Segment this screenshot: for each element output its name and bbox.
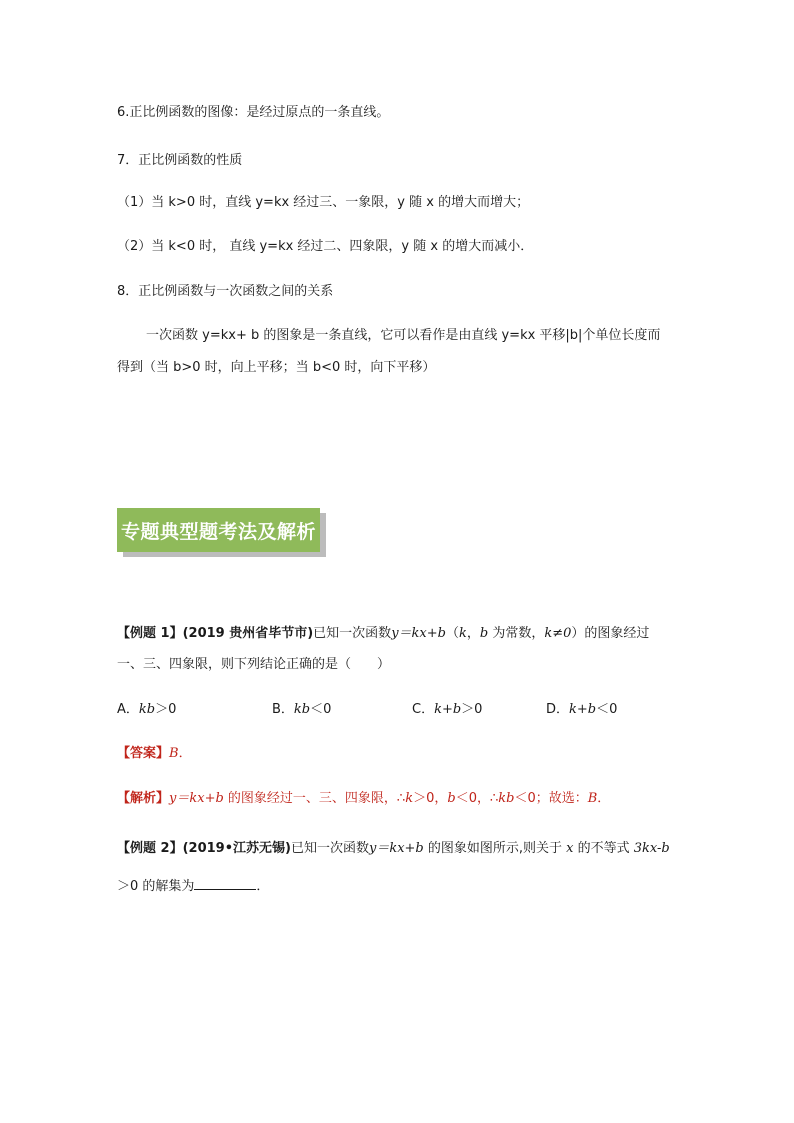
answer-end: ． (178, 746, 192, 761)
example2-tag: 【例题 2】 (117, 841, 183, 856)
relation-paragraph-line2: 得到（当 b>0 时，向上平移；当 b<0 时，向下平移） (117, 360, 436, 375)
option-label: A． (117, 702, 139, 717)
example1-analysis (117, 790, 610, 808)
option-expr: kb (293, 702, 311, 717)
example1-text: ， (466, 626, 480, 641)
analysis-text: ＜0；故选： (514, 791, 588, 806)
option-b (272, 701, 331, 719)
example1-var: k (458, 626, 467, 641)
analysis-var: b (447, 791, 456, 806)
item-7-1: （1）当 k>0 时，直线 y=kx 经过三、一象限，y 随 x 的增大而增大； (117, 195, 530, 210)
example2-stem-line1 (117, 840, 670, 858)
analysis-text: ． (597, 791, 611, 806)
option-a (117, 701, 176, 719)
example1-equation: y＝kx+b (391, 626, 446, 641)
option-expr: kb (138, 702, 156, 717)
option-label: D． (546, 702, 570, 717)
answer-blank[interactable] (194, 877, 256, 890)
option-c (412, 701, 482, 719)
option-d (546, 701, 617, 719)
example2-text: 的图象如图所示,则关于 (423, 841, 567, 856)
analysis-answer: B (587, 791, 598, 806)
analysis-var: kb (498, 791, 515, 806)
analysis-text: 的图象经过一、三、四象限，∴ (223, 791, 406, 806)
example2-stem-line2 (117, 877, 269, 896)
example2-text: ． (256, 879, 270, 894)
example1-text: 为常数， (488, 626, 545, 641)
option-expr: k+b (434, 702, 462, 717)
analysis-text: ＞0， (413, 791, 448, 806)
example1-text: 已知一次函数 (313, 626, 392, 641)
item-6: 6.正比例函数的图像：是经过原点的一条直线。 (117, 105, 390, 120)
example1-condition: k≠0 (544, 626, 572, 641)
option-rel: ＞0 (461, 702, 483, 717)
option-expr: k+b (569, 702, 597, 717)
example1-stem-line2: 一、三、四象限，则下列结论正确的是（ ） (117, 657, 391, 672)
answer-value: B (169, 746, 179, 761)
section-banner (117, 508, 320, 552)
example1-tag: 【例题 1】 (117, 626, 183, 641)
relation-paragraph-line1: 一次函数 y=kx+ b 的图象是一条直线，它可以看作是由直线 y=kx 平移|b|个单位长度而 (146, 328, 661, 343)
answer-tag: 【答案】 (117, 746, 170, 761)
example2-var: x (566, 841, 574, 856)
option-label: B． (272, 702, 294, 717)
option-rel: ＜0 (596, 702, 618, 717)
example1-answer (117, 745, 192, 763)
item-8-heading: 8．正比例函数与一次函数之间的关系 (117, 284, 334, 299)
example2-equation: y＝kx+b (368, 841, 424, 856)
analysis-text: ＜0，∴ (455, 791, 499, 806)
example2-text: 已知一次函数 (290, 841, 369, 856)
analysis-var: k (405, 791, 414, 806)
example1-text: （ (445, 626, 459, 641)
example1-text: ）的图象经过 (571, 626, 650, 641)
example2-text: 的不等式 (573, 841, 634, 856)
example1-stem-line1 (117, 625, 649, 643)
option-rel: ＜0 (310, 702, 332, 717)
banner-title: 专题典型题考法及解析 (120, 520, 316, 543)
example2-text: ＞0 的解集为 (117, 879, 195, 894)
option-label: C． (412, 702, 435, 717)
item-7-2: （2）当 k<0 时， 直线 y=kx 经过二、四象限，y 随 x 的增大而减小． (117, 239, 534, 254)
analysis-eq: y＝kx+b (169, 791, 224, 806)
example2-source: (2019•江苏无锡) (182, 841, 291, 856)
item-7-heading: 7．正比例函数的性质 (117, 153, 243, 168)
example1-source: (2019 贵州省毕节市) (182, 626, 314, 641)
example1-var: b (479, 626, 489, 641)
example2-inequality: 3kx-b (633, 841, 670, 856)
analysis-tag: 【解析】 (117, 791, 170, 806)
option-rel: ＞0 (155, 702, 177, 717)
